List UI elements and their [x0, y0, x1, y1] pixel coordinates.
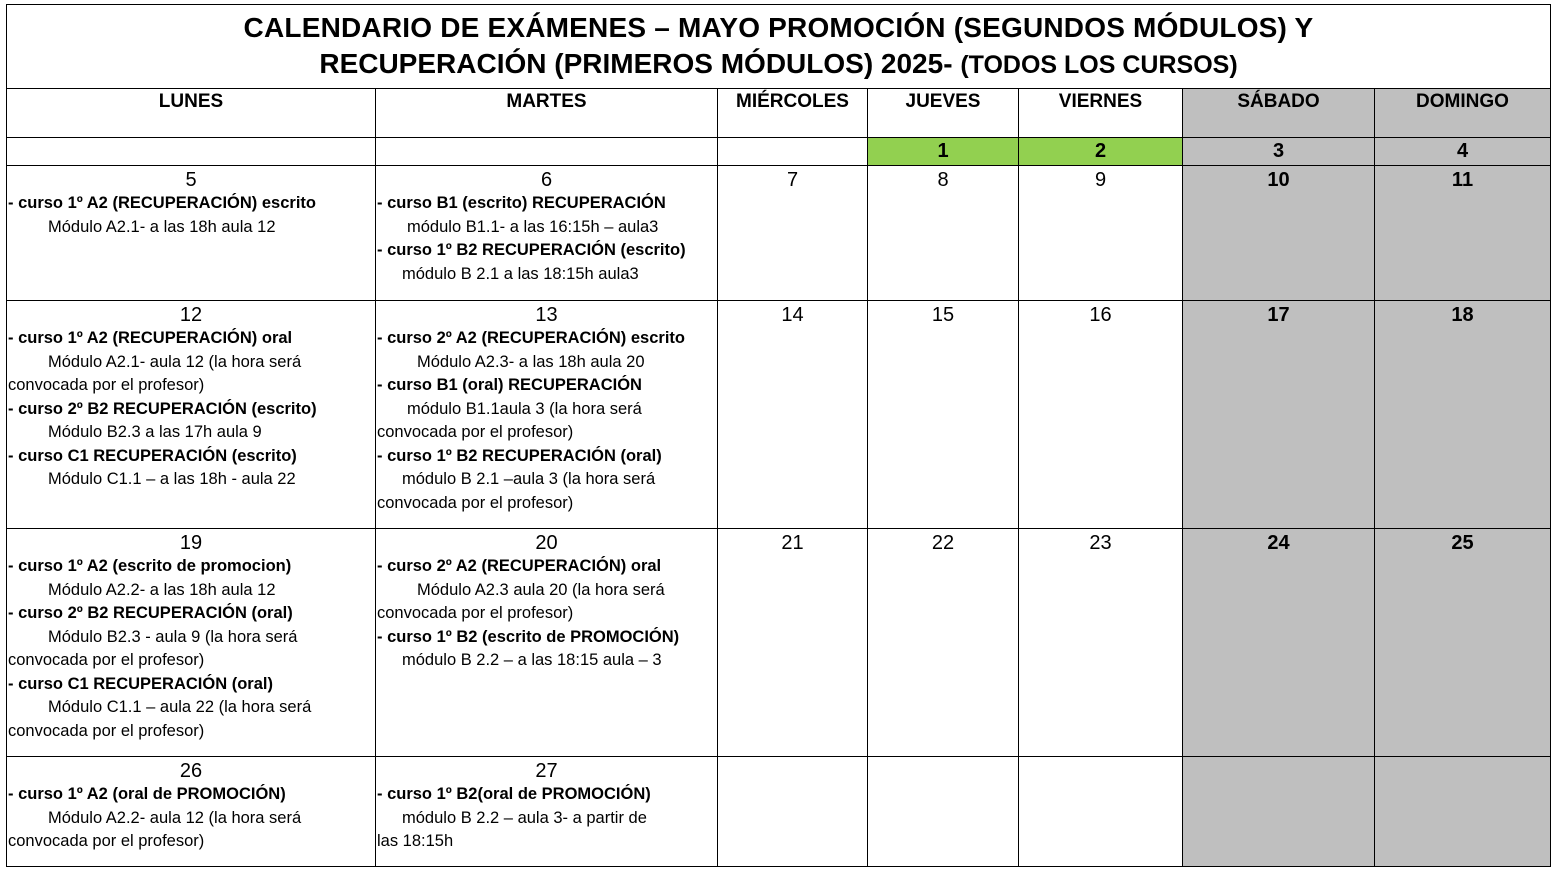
exam-detail: Módulo B2.3 - aula 9 (la hora será: [48, 627, 298, 646]
day-number: 25: [1451, 532, 1474, 554]
day-header-viernes: VIERNES: [1019, 89, 1183, 138]
exam-detail: Módulo A2.2- aula 12 (la hora será: [48, 808, 302, 827]
day-number: 15: [931, 304, 955, 326]
weekday-header-row: [7, 89, 1551, 138]
exam-heading: - curso 2º A2 (RECUPERACIÓN) escrito: [377, 329, 685, 347]
day-cell-25: [1375, 529, 1551, 757]
week-row-2: [7, 301, 1551, 529]
day-number: 18: [1451, 304, 1474, 326]
day-cell-5: [7, 166, 376, 301]
title-line-1: CALENDARIO DE EXÁMENES – MAYO PROMOCIÓN (SEGUNDOS MÓDULOS) Y: [243, 12, 1314, 43]
day-cell-20: [376, 529, 718, 757]
exam-heading: - curso B1 (escrito) RECUPERACIÓN: [377, 194, 666, 212]
date-cell-1: 1: [868, 138, 1019, 166]
day-number: 9: [1094, 169, 1107, 191]
exam-heading: - curso 1º A2 (oral de PROMOCIÓN): [8, 785, 286, 803]
day-number: 19: [179, 532, 203, 554]
day-cell-7: [718, 166, 868, 301]
exam-detail: Módulo A2.1- a las 18h aula 12: [48, 217, 276, 236]
calendar-title: [7, 5, 1551, 89]
day-number: 26: [179, 760, 203, 782]
exam-detail: módulo B 2.1 a las 18:15h aula3: [402, 264, 639, 283]
exam-detail-cont: convocada por el profesor): [377, 493, 574, 512]
empty-cell: [1183, 757, 1375, 867]
day-number: 13: [535, 304, 558, 326]
exam-detail: Módulo A2.2- a las 18h aula 12: [48, 580, 276, 599]
exam-detail-cont: las 18:15h: [377, 832, 454, 850]
exam-heading: - curso 1º B2 RECUPERACIÓN (escrito): [377, 241, 686, 259]
day-number: 24: [1267, 532, 1290, 554]
exam-detail-cont: convocada por el profesor): [8, 832, 205, 850]
week-row-1: [7, 166, 1551, 301]
day-number: 10: [1267, 169, 1290, 191]
day-cell-23: [1019, 529, 1183, 757]
day-cell-14: [718, 301, 868, 529]
empty-cell: [376, 138, 718, 166]
empty-cell: [7, 138, 376, 166]
exam-detail: Módulo A2.3- a las 18h aula 20: [417, 352, 645, 371]
title-line-2a: RECUPERACIÓN (PRIMEROS MÓDULOS) 2025-: [319, 48, 953, 79]
day-number: 7: [786, 169, 799, 191]
empty-cell: [718, 138, 868, 166]
day-number: 27: [535, 760, 558, 782]
day-cell-17: [1183, 301, 1375, 529]
exam-detail-cont: convocada por el profesor): [377, 423, 574, 441]
date-cell-4: 4: [1375, 138, 1551, 166]
day-number: 12: [179, 304, 203, 326]
day-cell-26: [7, 757, 376, 867]
empty-cell: [868, 757, 1019, 867]
exam-detail: módulo B 2.2 – a las 18:15 aula – 3: [402, 651, 662, 669]
exam-detail-cont: convocada por el profesor): [8, 721, 205, 740]
exam-detail: Módulo B2.3 a las 17h aula 9: [48, 423, 262, 441]
exam-detail: módulo B1.1- a las 16:15h – aula3: [407, 217, 659, 236]
exam-heading: - curso 1º B2 RECUPERACIÓN (oral): [377, 446, 662, 465]
empty-cell: [718, 757, 868, 867]
exam-heading: - curso C1 RECUPERACIÓN (escrito): [8, 446, 297, 465]
exam-detail: Módulo A2.3 aula 20 (la hora será: [417, 580, 665, 599]
exam-detail: Módulo A2.1- aula 12 (la hora será: [48, 352, 302, 371]
exam-heading: - curso 2º B2 RECUPERACIÓN (escrito): [8, 399, 317, 418]
exam-heading: - curso 1º A2 (escrito de promocion): [8, 557, 292, 575]
exam-detail-cont: convocada por el profesor): [8, 376, 205, 394]
day-number: 6: [540, 169, 553, 191]
day-number: 23: [1089, 532, 1112, 554]
exam-detail: módulo B 2.1 –aula 3 (la hora será: [402, 470, 656, 488]
title-line-2: [7, 46, 1550, 83]
day-cell-22: [868, 529, 1019, 757]
exam-detail: Módulo C1.1 – a las 18h - aula 22: [48, 470, 296, 488]
exam-detail-cont: convocada por el profesor): [8, 651, 205, 669]
week-row-4: [7, 757, 1551, 867]
day-cell-13: [376, 301, 718, 529]
day-cell-12: [7, 301, 376, 529]
day-number: 21: [781, 532, 804, 554]
day-number: 22: [931, 532, 955, 554]
week-row-0: [7, 138, 1551, 166]
exam-heading: - curso 2º B2 RECUPERACIÓN (oral): [8, 604, 293, 622]
day-number: 5: [185, 169, 197, 191]
day-header-sabado: SÁBADO: [1183, 89, 1375, 138]
day-cell-21: [718, 529, 868, 757]
exam-heading: - curso C1 RECUPERACIÓN (oral): [8, 674, 273, 693]
day-cell-15: [868, 301, 1019, 529]
day-header-martes: MARTES: [376, 89, 718, 138]
day-cell-24: [1183, 529, 1375, 757]
title-line-2b: (TODOS LOS CURSOS): [960, 51, 1238, 79]
exam-detail: módulo B1.1aula 3 (la hora será: [407, 399, 642, 418]
exam-heading: - curso B1 (oral) RECUPERACIÓN: [377, 376, 642, 394]
day-header-jueves: JUEVES: [868, 89, 1019, 138]
exam-heading: - curso 2º A2 (RECUPERACIÓN) oral: [377, 557, 662, 575]
exam-detail: Módulo C1.1 – aula 22 (la hora será: [48, 698, 312, 716]
day-cell-16: [1019, 301, 1183, 529]
day-header-miercoles: MIÉRCOLES: [718, 89, 868, 138]
exam-heading: - curso 1º A2 (RECUPERACIÓN) oral: [8, 329, 293, 347]
day-number: 17: [1267, 304, 1290, 326]
day-cell-8: [868, 166, 1019, 301]
exam-heading: - curso 1º B2 (escrito de PROMOCIÓN): [377, 627, 680, 646]
day-number: 8: [937, 169, 949, 191]
day-cell-6: [376, 166, 718, 301]
exam-heading: - curso 1º A2 (RECUPERACIÓN) escrito: [8, 194, 316, 212]
day-cell-19: [7, 529, 376, 757]
day-number: 11: [1451, 169, 1474, 191]
day-cell-9: [1019, 166, 1183, 301]
exam-detail-cont: convocada por el profesor): [377, 604, 574, 622]
day-header-domingo: DOMINGO: [1375, 89, 1551, 138]
day-header-lunes: LUNES: [7, 89, 376, 138]
empty-cell: [1019, 757, 1183, 867]
day-number: 14: [781, 304, 804, 326]
date-cell-3: 3: [1183, 138, 1375, 166]
day-cell-11: [1375, 166, 1551, 301]
day-number: 20: [535, 532, 558, 554]
exam-detail: módulo B 2.2 – aula 3- a partir de: [402, 808, 647, 827]
exam-heading: - curso 1º B2(oral de PROMOCIÓN): [377, 785, 651, 803]
date-cell-2: 2: [1019, 138, 1183, 166]
day-number: 16: [1089, 304, 1112, 326]
exam-calendar-table: [6, 4, 1551, 867]
day-cell-10: [1183, 166, 1375, 301]
calendar-sheet: [6, 4, 1550, 867]
day-cell-18: [1375, 301, 1551, 529]
empty-cell: [1375, 757, 1551, 867]
week-row-3: [7, 529, 1551, 757]
day-cell-27: [376, 757, 718, 867]
